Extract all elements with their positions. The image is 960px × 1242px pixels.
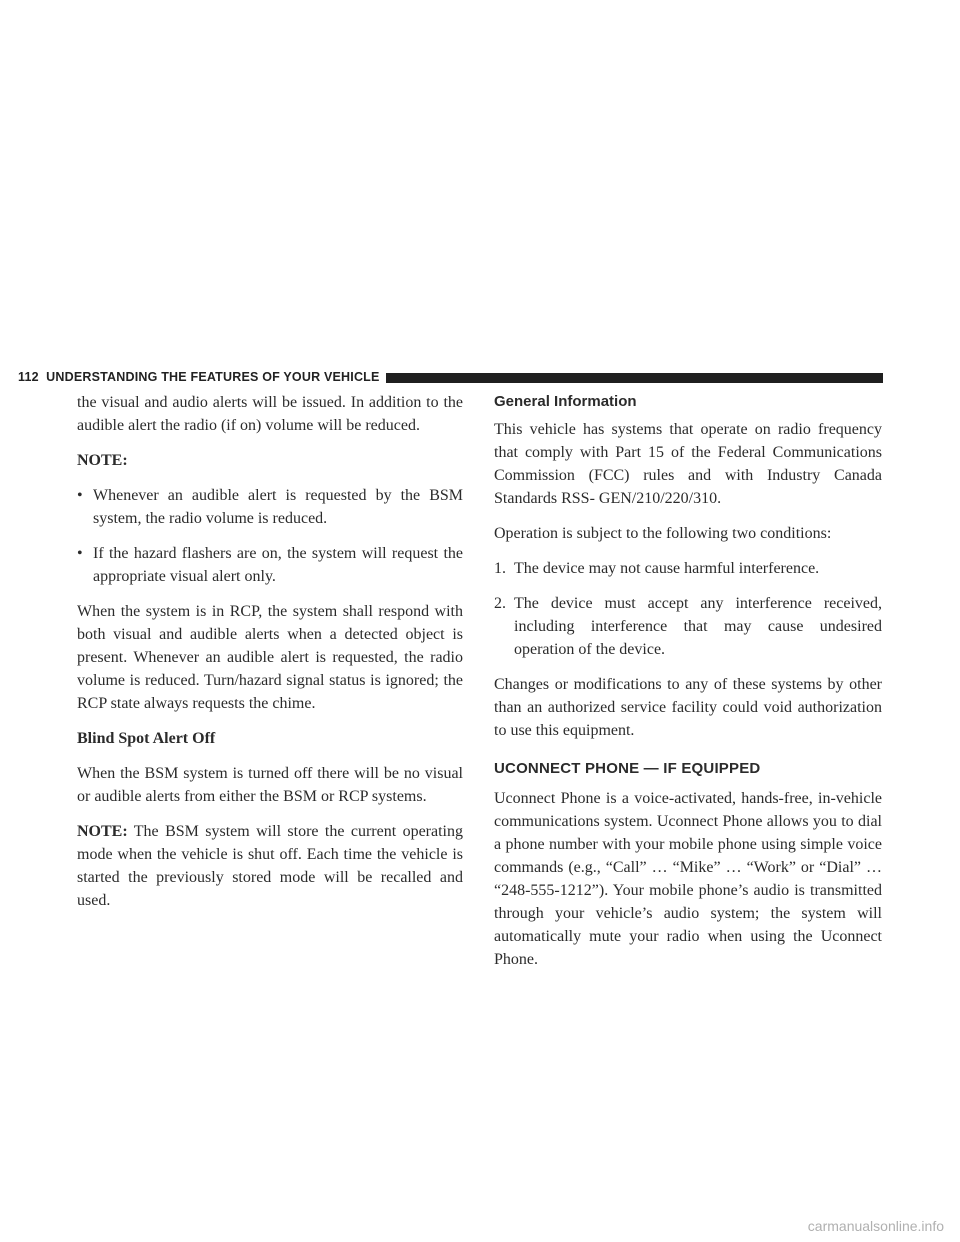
note-label: NOTE: (77, 452, 128, 469)
item-text: The device must accept any interference received, including interference that may cause undesired operation of the device. (514, 595, 882, 658)
paragraph: Uconnect Phone is a voice-activated, hands-free, in-vehicle communications system. Uconnect Phone allows you to dial a phone number with your mobile phone using simple voice commands (e.g., “Call” … “Mike” … “Work” or “Dial” … “248-555-1212”). Your mobile phone’s audio is transmitted through your vehicle’s audio system; the system will automatically mute your radio when using the Uconnect Phone. (494, 790, 882, 968)
paragraph: When the system is in RCP, the system shall respond with both visual and audible alerts when a detected object is present. Whenever an audible alert is requested, the radio volume is reduced. Turn/hazard signal status is ignored; the RCP state always requests the chime. (77, 603, 463, 712)
paragraph: When the BSM system is turned off there will be no visual or audible alerts from either the BSM or RCP systems. (77, 765, 463, 805)
note-text: The BSM system will store the current operating mode when the vehicle is shut off. Each time the vehicle is started the previously stored mode will be recalled and used. (77, 823, 463, 909)
paragraph: This vehicle has systems that operate on radio frequency that comply with Part 15 of the Federal Communications Commission (FCC) rules and with Industry Canada Standards RSS- GEN/210/220/310. (494, 421, 882, 507)
section-title: UNDERSTANDING THE FEATURES OF YOUR VEHICLE (46, 370, 380, 384)
page-header (18, 366, 883, 388)
numbered-item (494, 557, 882, 580)
paragraph: Changes or modifications to any of these systems by other than an authorized service facility could void authorization to use this equipment. (494, 676, 882, 739)
bullet-text: If the hazard flashers are on, the system will request the appropriate visual alert only. (93, 545, 463, 585)
item-number: 2. (494, 595, 506, 612)
bullet-text: Whenever an audible alert is requested by the BSM system, the radio volume is reduced. (93, 487, 463, 527)
paragraph: the visual and audio alerts will be issued. In addition to the audible alert the radio (if on) volume will be reduced. (77, 394, 463, 434)
bullet-item (77, 542, 463, 588)
bullet-symbol: • (77, 487, 83, 504)
section-heading: General Information (494, 393, 637, 410)
subheading: Blind Spot Alert Off (77, 730, 216, 747)
note-label: NOTE: (77, 823, 128, 840)
item-number: 1. (494, 560, 506, 577)
left-column (77, 391, 463, 924)
right-column (494, 391, 882, 983)
note-paragraph (77, 820, 463, 912)
numbered-item (494, 592, 882, 661)
bullet-item (77, 484, 463, 530)
bullet-symbol: • (77, 545, 83, 562)
page-number: 112 (18, 370, 39, 384)
watermark: carmanualsonline.info (807, 1218, 944, 1234)
paragraph: Operation is subject to the following two conditions: (494, 525, 832, 542)
section-heading: UCONNECT PHONE — IF EQUIPPED (494, 760, 761, 777)
item-text: The device may not cause harmful interference. (514, 560, 820, 577)
header-text (18, 370, 386, 384)
